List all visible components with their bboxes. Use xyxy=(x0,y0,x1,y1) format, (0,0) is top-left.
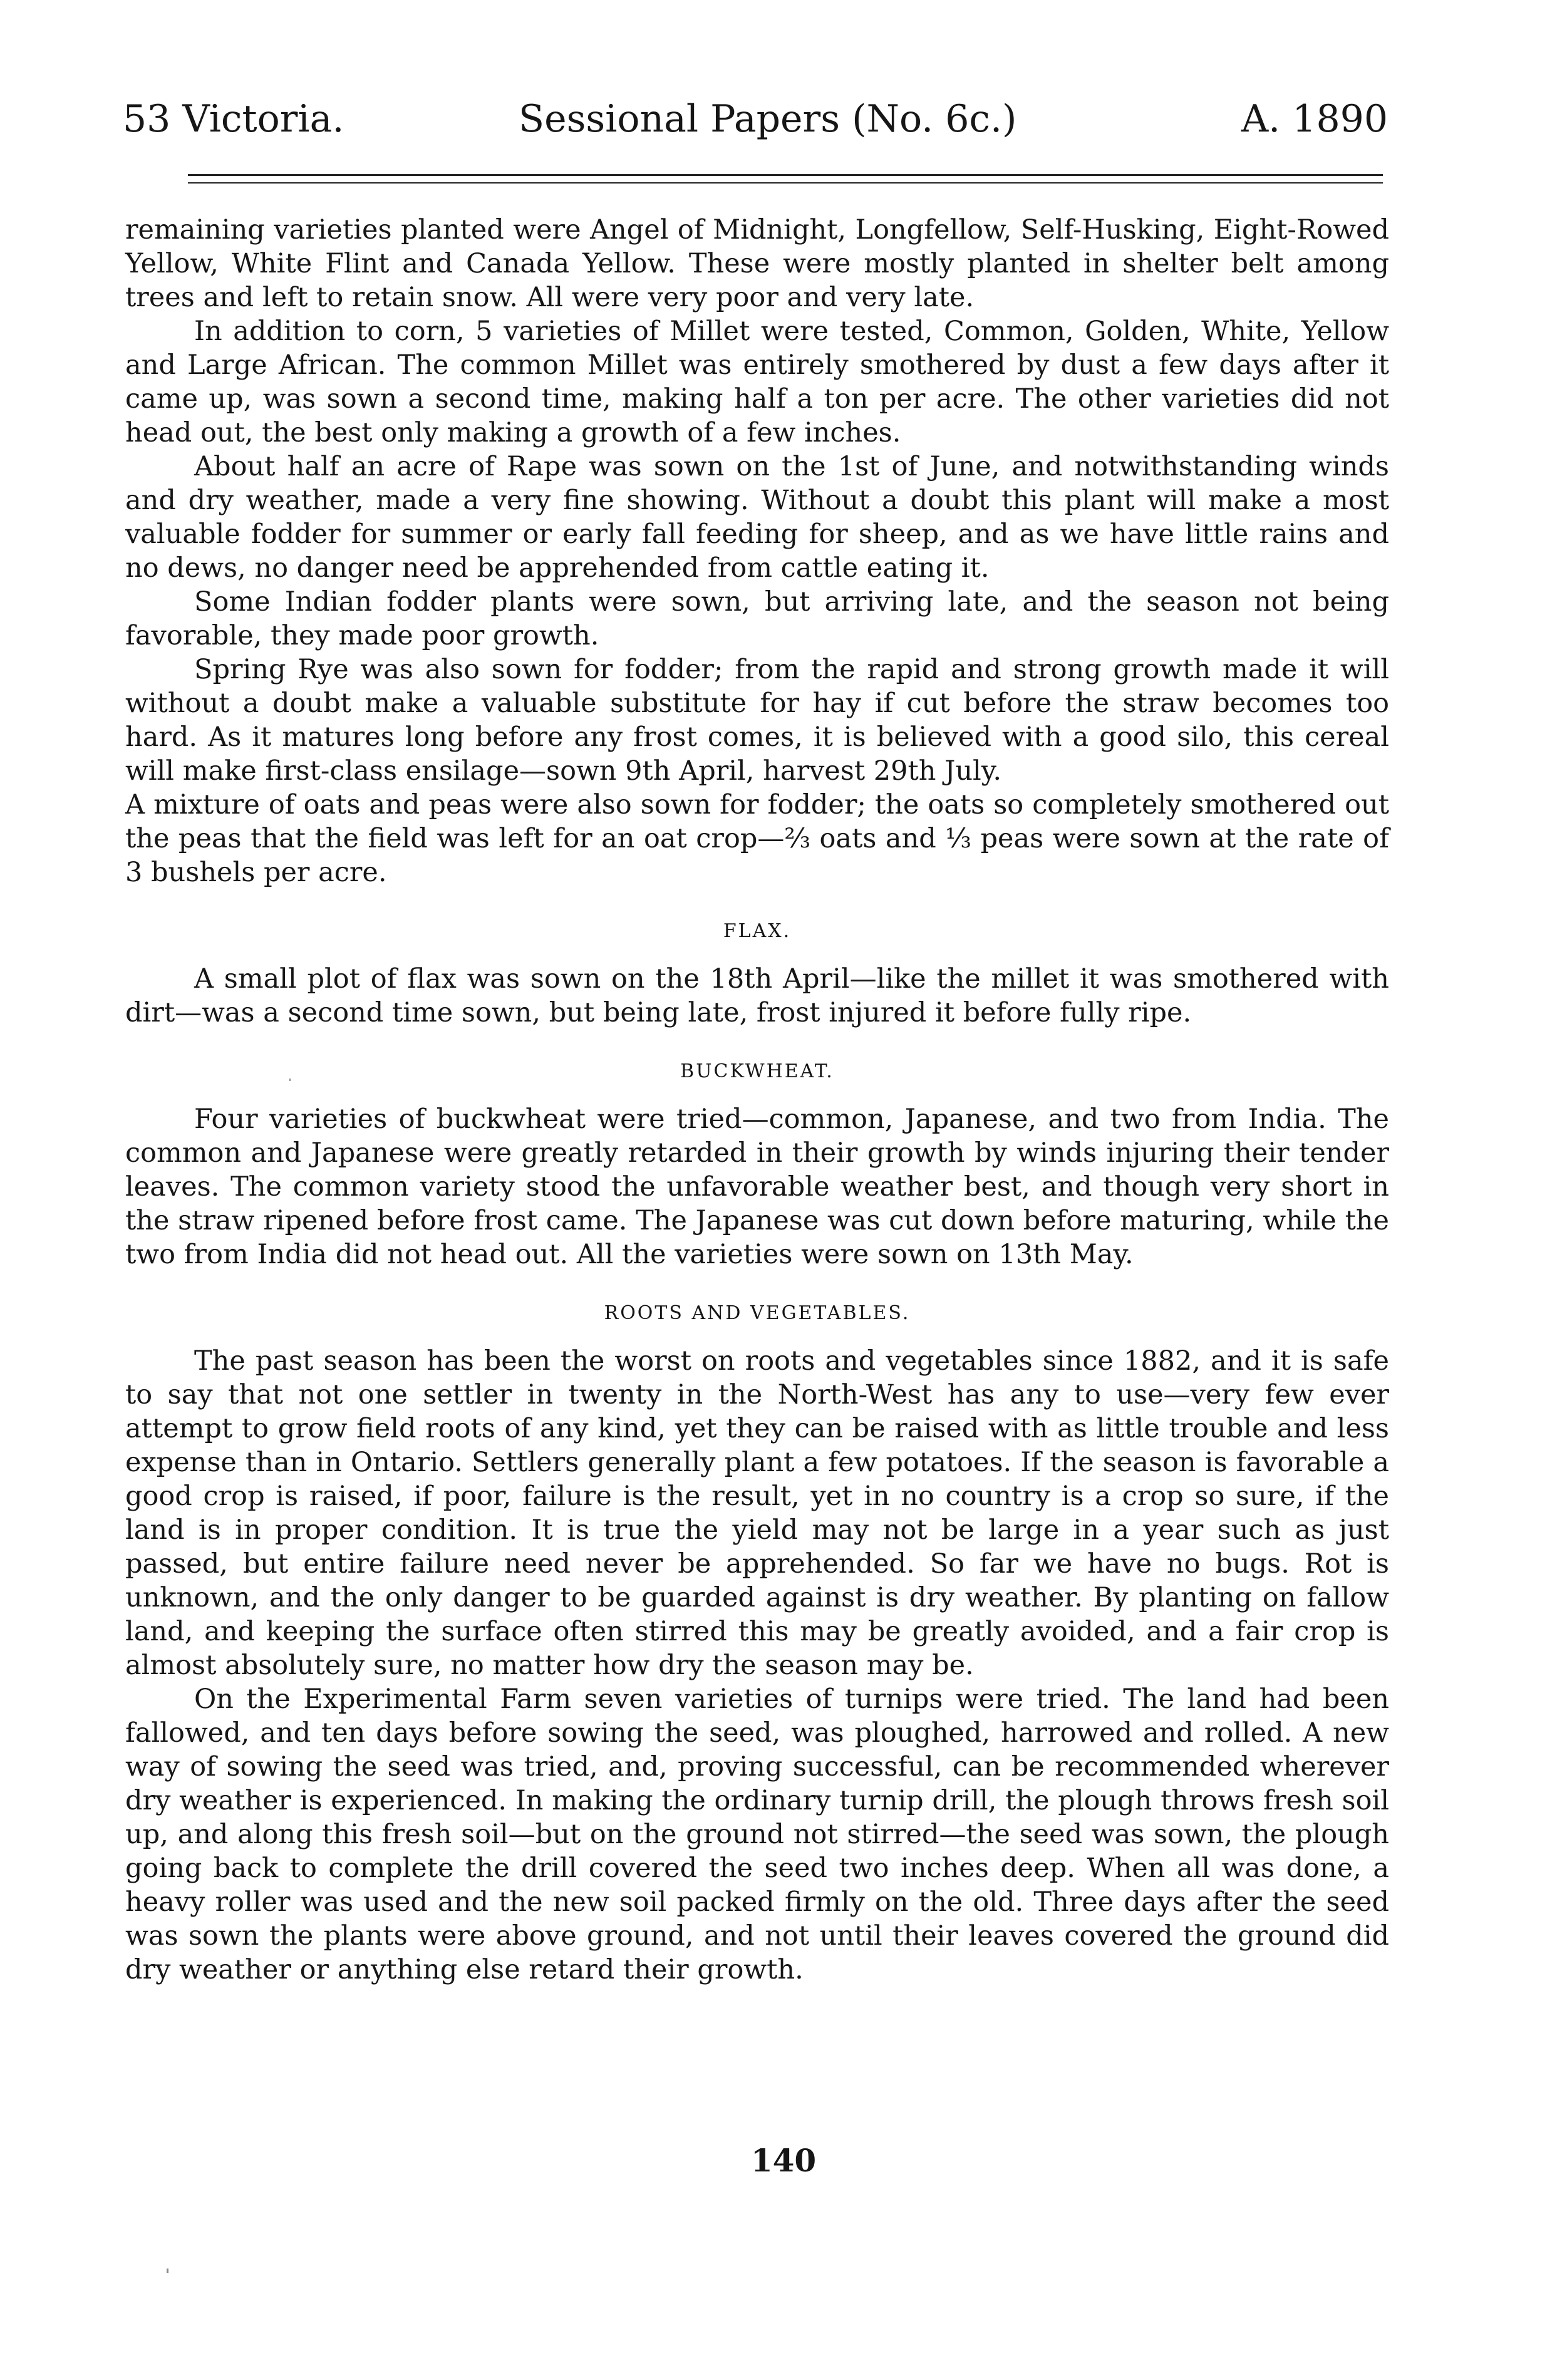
page-number: 140 xyxy=(750,2142,817,2179)
header-session: 53 Victoria. xyxy=(123,97,344,141)
paragraph-buckwheat: Four varieties of buckwheat were tried—common, Japanese, and two from India. The common and Japanese were greatly retarded in their growth by winds injuring their tender leaves. The common variety stood the unfavorable weather best, and though very short in the straw ripened before frost came. The Japanese was cut down before maturing, while the two from India did not head out. All the varieties were sown on 13th May. xyxy=(125,1104,1389,1270)
section-heading-flax: FLAX. xyxy=(723,920,792,942)
paper-speck xyxy=(167,2269,168,2273)
header-year: A. 1890 xyxy=(1241,97,1388,141)
paragraph-oats-peas: A mixture of oats and peas were also sown for fodder; the oats so completely smothered out the peas that the field was left for an oat crop—⅔ oats and ⅓ peas were sown at the rate of 3 bushels per acre. xyxy=(125,789,1389,888)
paragraph-turnips: On the Experimental Farm seven varieties of turnips were tried. The land had been fallowed, and ten days before sowing the seed, was ploughed, harrowed and rolled. A new way of sowing the seed was tried, and, proving successful, can be recommended wherever dry weather is experienced. In making the ordinary turnip drill, the plough throws fresh soil up, and along this fresh soil—but on the ground not stirred—the seed was sown, the plough going back to complete the drill covered the seed two inches deep. When all was done, a heavy roller was used and the new soil packed firmly on the old. Three days after the seed was sown the plants were above ground, and not until their leaves covered the ground did dry weather or anything else retard their growth. xyxy=(125,1684,1389,1985)
paragraph-continuation: remaining varieties planted were Angel of Midnight, Longfellow, Self-Husking, Eight-Rowed Yellow, White Flint and Canada Yellow. These were mostly planted in shelter belt among trees and left to retain snow. All were very poor and very late. xyxy=(125,214,1389,313)
paragraph-millet: In addition to corn, 5 varieties of Millet were tested, Common, Golden, White, Yellow and Large African. The common Millet was entirely smothered by dust a few days after it came up, was sown a second time, making half a ton per acre. The other varieties did not head out, the best only making a growth of a few inches. xyxy=(125,316,1389,448)
paragraph-spring-rye: Spring Rye was also sown for fodder; from the rapid and strong growth made it will without a doubt make a valuable substitute for hay if cut before the straw becomes too hard. As it matures long before any frost comes, it is believed with a good silo, this cereal will make first-class ensilage—sown 9th April, harvest 29th July. xyxy=(125,654,1389,787)
section-heading-buckwheat: BUCKWHEAT. xyxy=(680,1060,834,1082)
page-header xyxy=(123,94,1388,144)
paper-speck xyxy=(289,1079,291,1081)
section-heading-roots: ROOTS AND VEGETABLES. xyxy=(604,1302,911,1324)
paragraph-roots-season: The past season has been the worst on roots and vegetables since 1882, and it is safe to say that not one settler in twenty in the North-West has any to use—very few ever attempt to grow field roots of any kind, yet they can be raised with as little trouble and less expense than in Ontario. Settlers generally plant a few potatoes. If the season is favorable a good crop is raised, if poor, failure is the result, yet in no country is a crop so sure, if the land is in proper condition. It is true the yield may not be large in a year such as just passed, but entire failure need never be apprehended. So far we have no bugs. Rot is unknown, and the only danger to be guarded against is dry weather. By planting on fallow land, and keeping the surface often stirred this may be greatly avoided, and a fair crop is almost absolutely sure, no matter how dry the season may be. xyxy=(125,1345,1389,1681)
header-rule xyxy=(188,174,1383,184)
body-text xyxy=(125,213,1389,1987)
paragraph-flax: A small plot of flax was sown on the 18th April—like the millet it was smothered with dirt—was a second time sown, but being late, frost injured it before fully ripe. xyxy=(125,963,1389,1028)
header-title: Sessional Papers (No. 6c.) xyxy=(519,97,1017,141)
paragraph-indian-fodder: Some Indian fodder plants were sown, but arriving late, and the season not being favorable, they made poor growth. xyxy=(125,586,1389,651)
paragraph-rape: About half an acre of Rape was sown on the 1st of June, and notwithstanding winds and dry weather, made a very fine showing. Without a doubt this plant will make a most valuable fodder for summer or early fall feeding for sheep, and as we have little rains and no dews, no danger need be apprehended from cattle eating it. xyxy=(125,451,1389,584)
